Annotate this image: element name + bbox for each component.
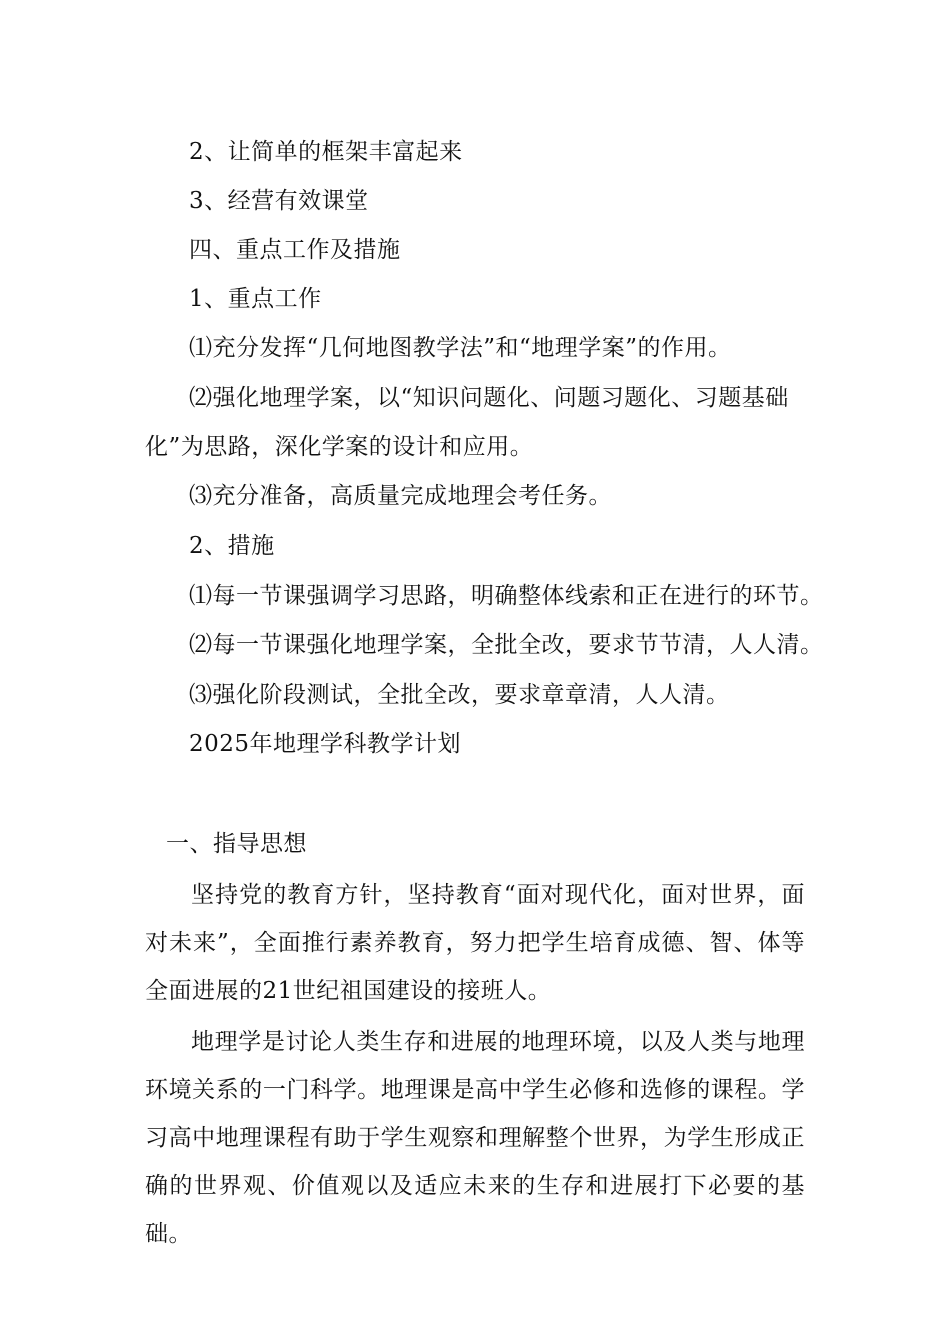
key-work-item-3: ⑶充分准备，高质量完成地理会考任务。 bbox=[189, 483, 612, 509]
key-work-item-1: ⑴充分发挥“几何地图教学法”和“地理学案”的作用。 bbox=[189, 335, 732, 361]
section-heading-guiding-idea: 一、指导思想 bbox=[166, 831, 307, 857]
section-item-enrich-framework: 2、让简单的框架丰富起来 bbox=[189, 139, 463, 165]
subheading-measures: 2、措施 bbox=[189, 533, 275, 559]
measure-item-2: ⑵每一节课强化地理学案，全批全改，要求节节清，人人清。 bbox=[189, 632, 824, 658]
paragraph-education-policy: 坚持党的教育方针，坚持教育“面对现代化，面对世界，面对未来”，全面推行素养教育，努力把学生培育成德、智、体等全面进展的21世纪祖国建设的接班人。 bbox=[145, 882, 805, 1004]
subheading-key-work: 1、重点工作 bbox=[189, 286, 322, 312]
key-work-item-2-line-2: 化”为思路，深化学案的设计和应用。 bbox=[145, 434, 534, 460]
measure-item-1: ⑴每一节课强调学习思路，明确整体线索和正在进行的环节。 bbox=[189, 583, 824, 609]
measure-item-3: ⑶强化阶段测试，全批全改，要求章章清，人人清。 bbox=[189, 682, 730, 708]
section-heading-key-work: 四、重点工作及措施 bbox=[189, 237, 401, 263]
paragraph-geography-definition: 地理学是讨论人类生存和进展的地理环境，以及人类与地理环境关系的一门科学。地理课是高中学生必修和选修的课程。学习高中地理课程有助于学生观察和理解整个世界，为学生形成正确的世界观、价值观以及适应未来的生存和进展打下必要的基础。 bbox=[145, 1029, 805, 1247]
document-title: 2025年地理学科教学计划 bbox=[189, 731, 462, 757]
section-item-effective-class: 3、经营有效课堂 bbox=[189, 188, 369, 214]
key-work-item-2-line-1: ⑵强化地理学案，以“知识问题化、问题习题化、习题基础 bbox=[189, 385, 789, 411]
